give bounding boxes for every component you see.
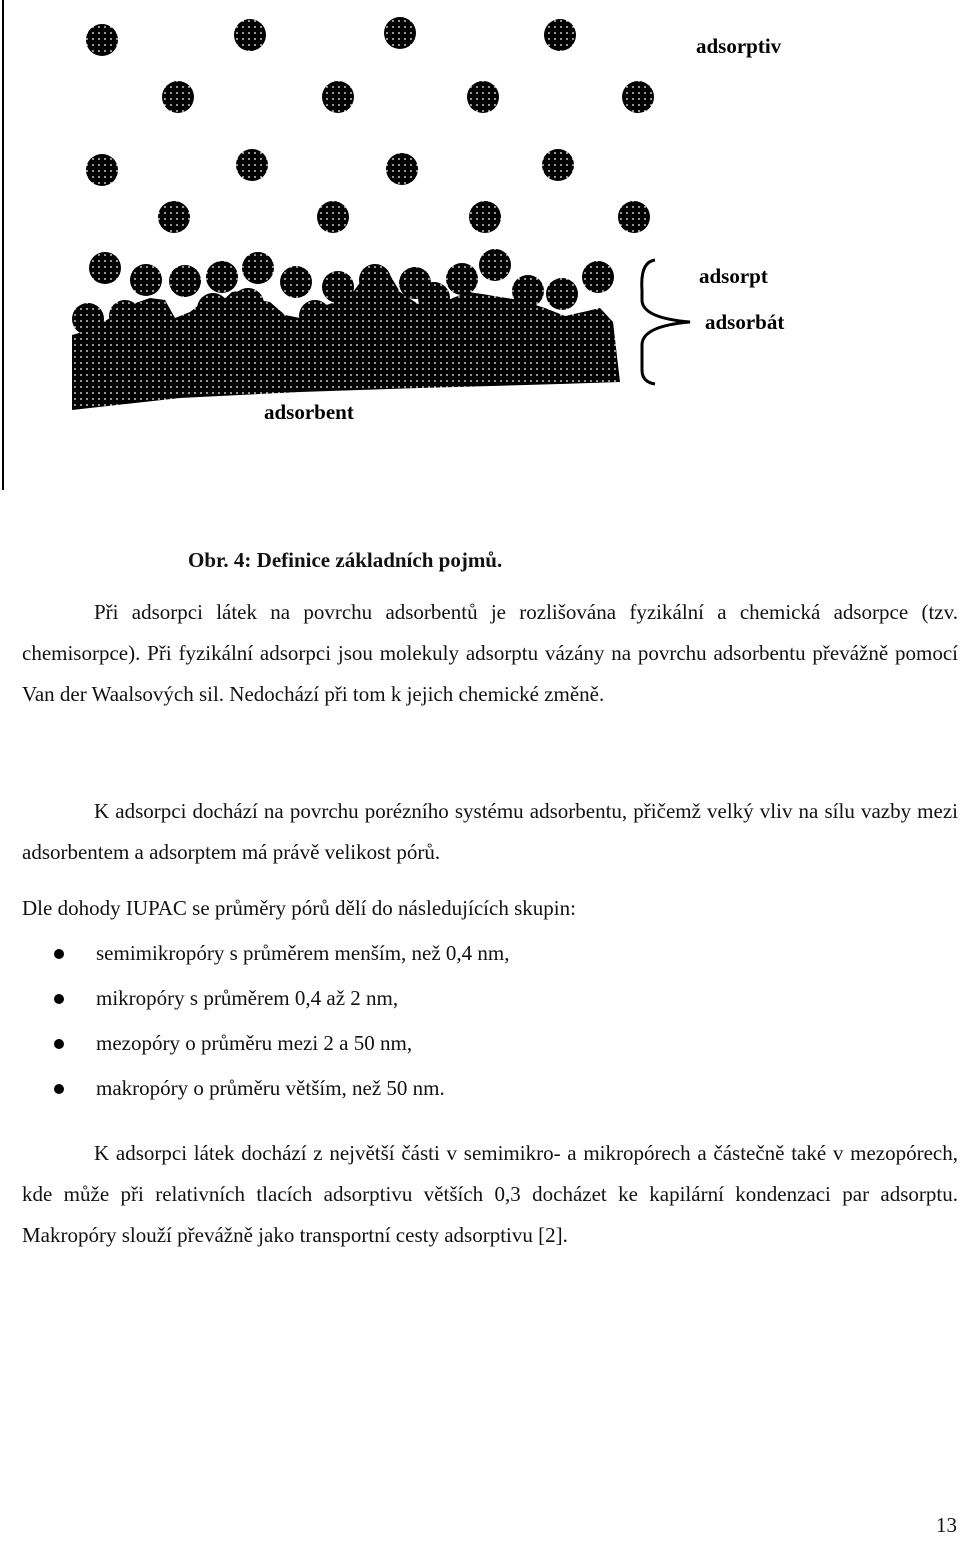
molecule [544, 19, 576, 51]
paragraph-1 [22, 592, 958, 715]
figure-caption: Obr. 4: Definice základních pojmů. [188, 548, 503, 572]
molecule [234, 19, 266, 51]
page-number: 13 [936, 1513, 957, 1537]
label-adsorpt: adsorpt [699, 264, 768, 288]
list-item: makropóry o průměru větším, než 50 nm. [52, 1066, 510, 1111]
molecule [322, 271, 354, 303]
molecule [89, 252, 121, 284]
paragraph-3-intro: Dle dohody IUPAC se průměry pórů dělí do následujících skupin: [22, 896, 576, 920]
paragraph-4 [22, 1133, 958, 1256]
molecule [622, 81, 654, 113]
molecule [512, 275, 544, 307]
pore-size-list [52, 931, 510, 1111]
molecule [618, 201, 650, 233]
molecule [169, 265, 201, 297]
adsorption-figure [0, 0, 960, 500]
paragraph-2-text: K adsorpci dochází na povrchu porézního systému adsorbentu, přičemž velký vliv na sílu vazby mezi adsorbentem a adsorptem má právě velikost pórů. [22, 799, 958, 864]
bullet-icon [54, 994, 64, 1004]
molecule [72, 303, 104, 335]
bullet-icon [54, 1039, 64, 1049]
label-adsorbent: adsorbent [264, 400, 354, 424]
list-item: mezopóry o průměru mezi 2 a 50 nm, [52, 1021, 510, 1066]
molecule [386, 153, 418, 185]
paragraph-4-text: K adsorpci látek dochází z největší části v semimikro- a mikropórech a částečně také v mezopórech, kde může při relativních tlacích adsorptivu větších 0,3 docházet ke kapilární kondenzaci par adsorptu. Makropóry slouží převážně jako transportní cesty adsorptivu [2]. [22, 1141, 958, 1247]
molecule [546, 278, 578, 310]
molecule [206, 261, 238, 293]
molecule [86, 24, 118, 56]
molecule [162, 81, 194, 113]
molecule [418, 282, 450, 314]
molecule [158, 201, 190, 233]
molecule [232, 288, 264, 320]
molecule [197, 293, 229, 325]
bullet-icon [54, 949, 64, 959]
molecule [280, 266, 312, 298]
molecule [582, 261, 614, 293]
molecule [322, 81, 354, 113]
molecule [236, 149, 268, 181]
bullet-icon [54, 1084, 64, 1094]
molecule [384, 17, 416, 49]
molecule [86, 154, 118, 186]
molecule [109, 300, 141, 332]
label-adsorbat: adsorbát [705, 310, 785, 334]
molecule [479, 249, 511, 281]
molecule [542, 149, 574, 181]
brace [642, 260, 690, 384]
label-adsorptiv: adsorptiv [696, 34, 782, 58]
molecule [299, 300, 331, 332]
molecule [242, 252, 274, 284]
molecule [446, 263, 478, 295]
molecule [359, 264, 391, 296]
list-item: mikropóry s průměrem 0,4 až 2 nm, [52, 976, 510, 1021]
paragraph-1-text: Při adsorpci látek na povrchu adsorbentů je rozlišována fyzikální a chemická adsorpce (tzv. chemisorpce). Při fyzikální adsorpci jsou molekuly adsorptu vázány na povrchu adsorbentu převážně pomocí Van der Waalsových sil. Nedochází při tom k jejich chemické změně. [22, 600, 958, 706]
paragraph-2 [22, 791, 958, 873]
molecule [130, 264, 162, 296]
molecule [467, 81, 499, 113]
molecule [317, 201, 349, 233]
molecule [469, 201, 501, 233]
adsorption-diagram [0, 0, 960, 500]
list-item: semimikropóry s průměrem menším, než 0,4 nm, [52, 931, 510, 976]
